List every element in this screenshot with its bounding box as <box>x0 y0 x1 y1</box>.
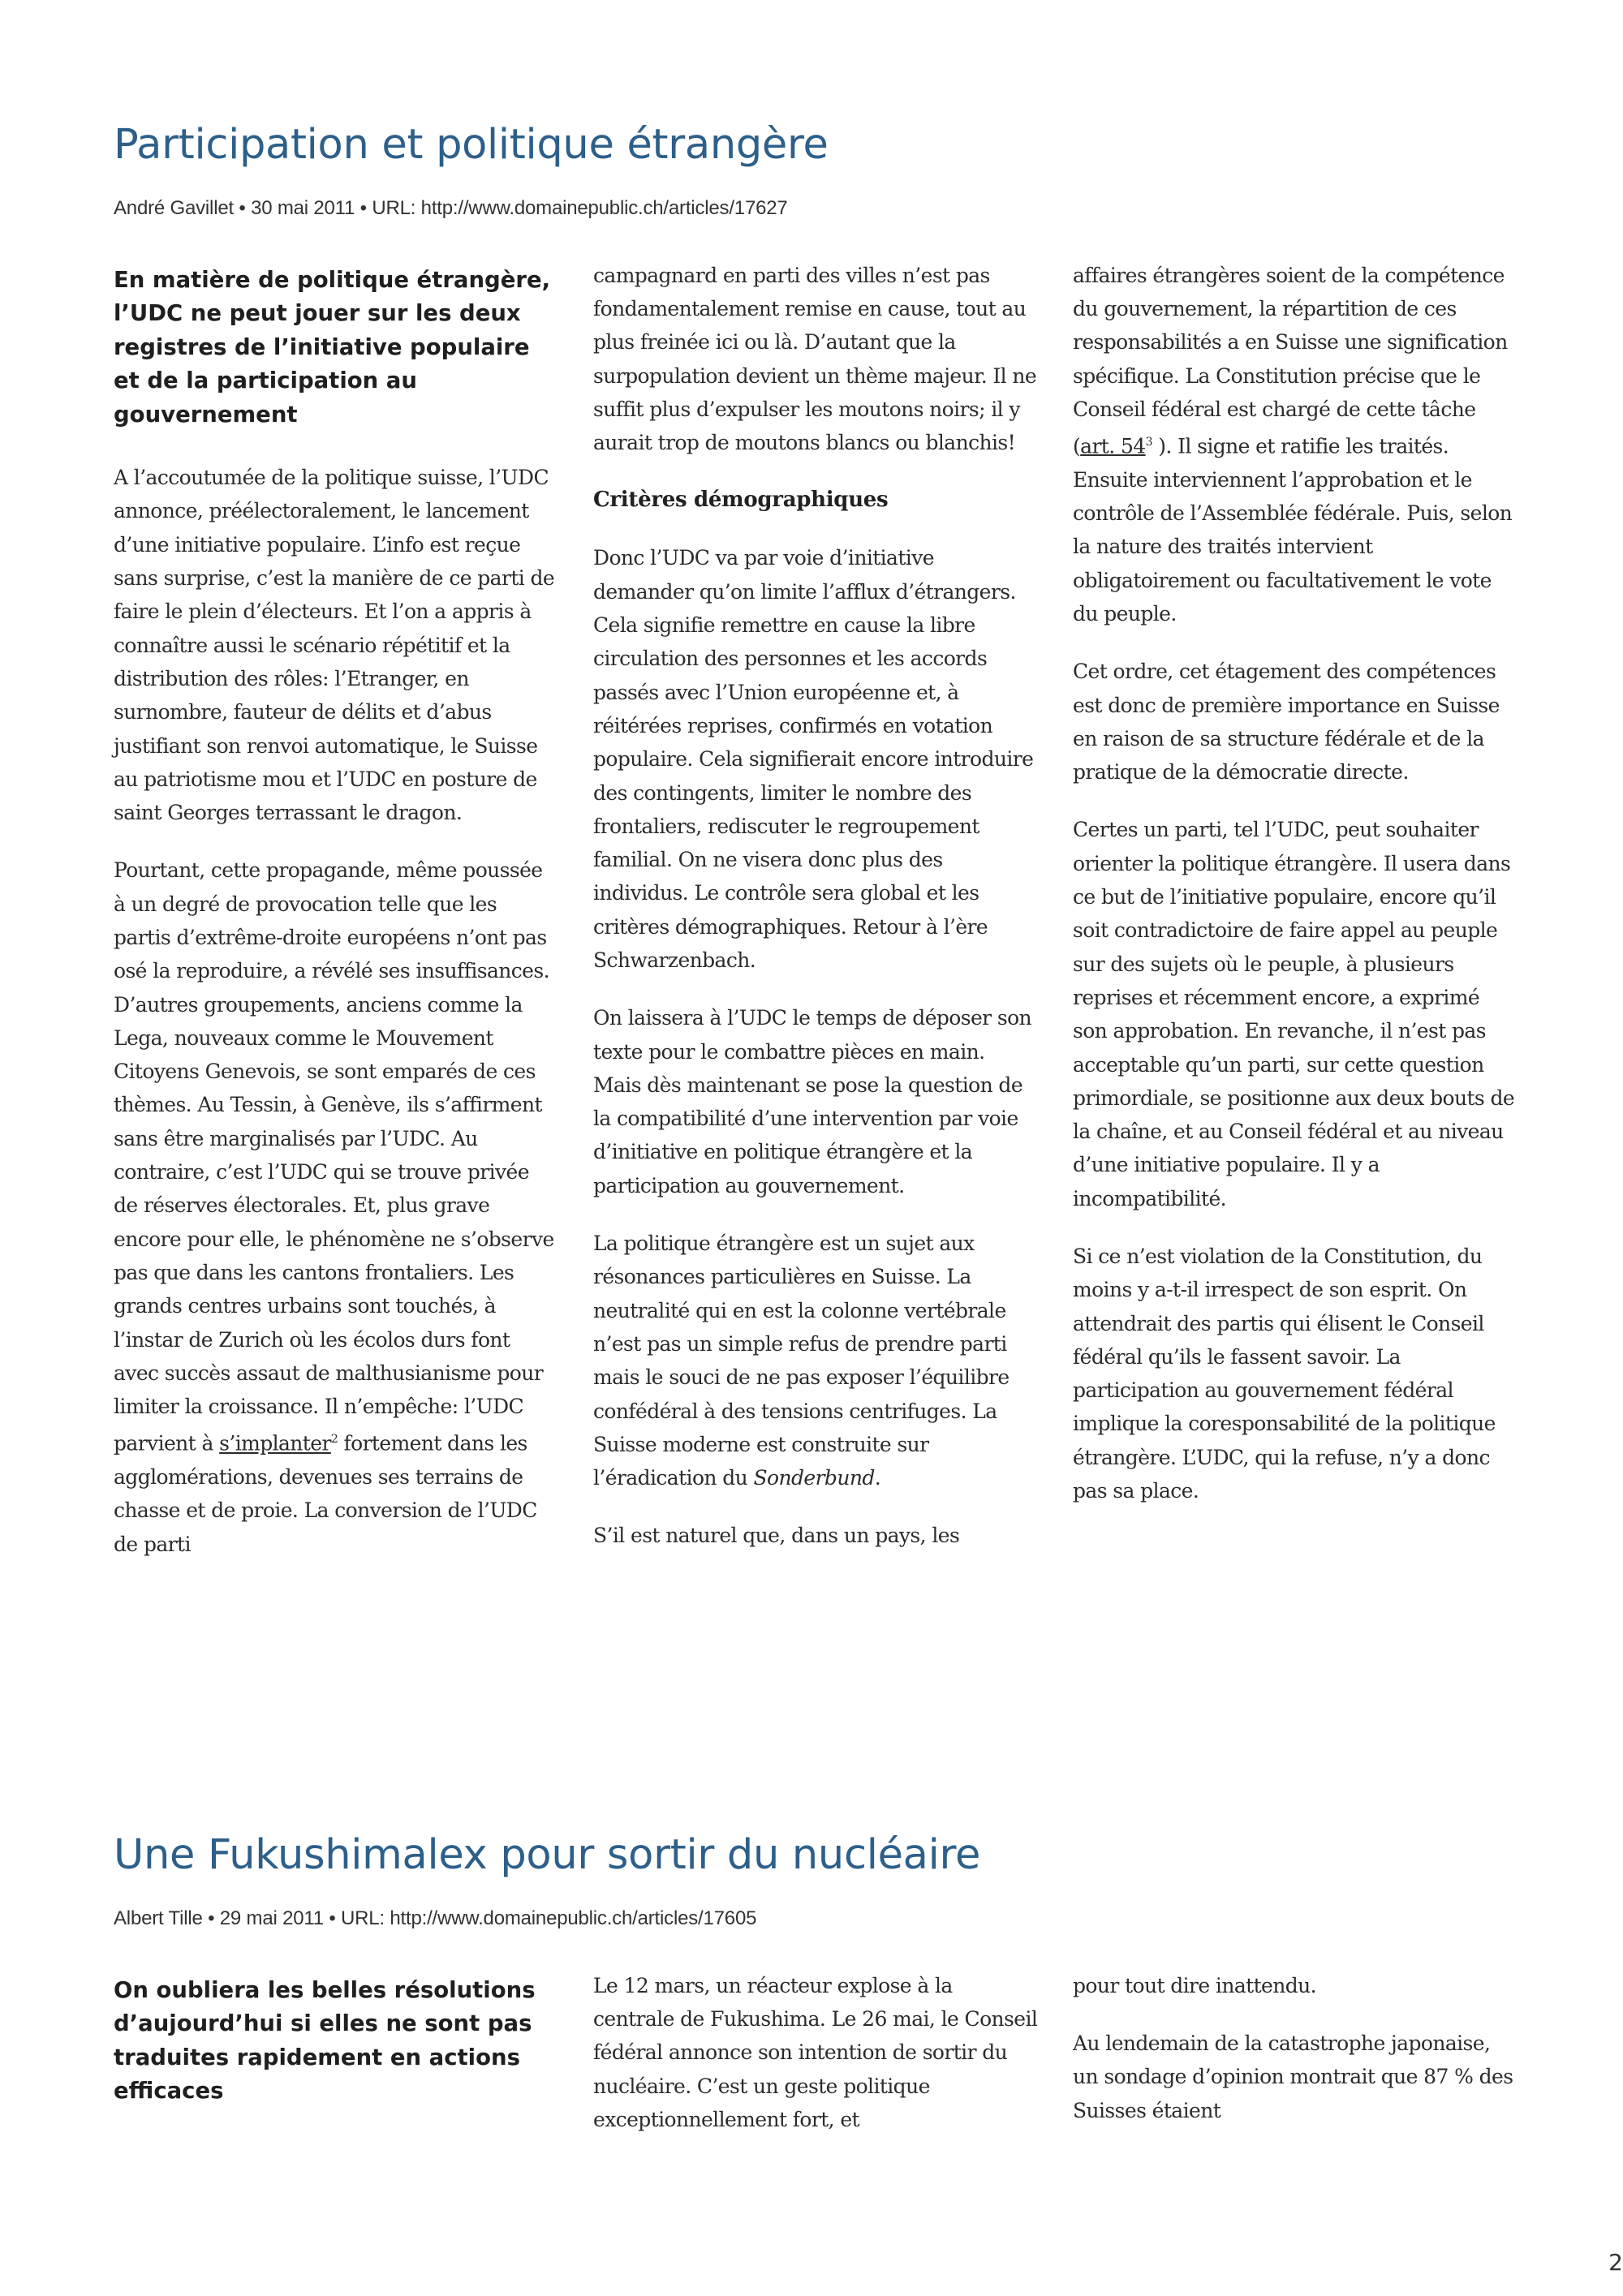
paragraph: Donc l’UDC va par voie d’initiative demander qu’on limite l’afflux d’étrangers. Cela signifie remettre en cause la libre circulation des personnes et les accords passés avec l’Union européenne et, à réitérées reprises, confirmés en votation populaire. Cela signifierait encore introduire des contingents, limiter le nombre des frontaliers, rediscuter le regroupement familial. On ne visera donc plus des individus. Le contrôle sera global et les critères démographiques. Retour à l’ère Schwarzenbach. <box>593 546 1034 972</box>
column-1 <box>114 1974 558 2109</box>
column-1 <box>114 264 558 1585</box>
footnote-ref[interactable]: 3 <box>1145 436 1152 449</box>
paragraph-text: Pourtant, cette propagande, même poussée à un degré de provocation telle que les partis d’extrême-droite européens n’ont pas osé la reproduire, a révélé ses insuffisances. D’autres groupements, anciens comme la Lega, nouveaux comme le Mouvement Citoyens Genevois, se sont emparés de ces thèmes. Au Tessin, à Genève, ils s’affirment sans être marginalisés par l’UDC. Au contraire, c’est l’UDC qui se trouve privée de réserves électorales. Et, plus grave encore pour elle, le phénomène ne s’observe pas que dans les cantons frontaliers. Les grands centres urbains sont touchés, à l’instar de Zurich où les écolos durs font avec succès assaut de malthusianisme pour limiter la croissance. Il n’empêche: l’UDC parvient à <box>114 858 554 1455</box>
art-54-link[interactable]: art. 54 <box>1080 434 1146 458</box>
article-lead: En matière de politique étrangère, l’UDC ne peut jouer sur les deux registres de l’initiative populaire et de la participation au gouvernement <box>114 266 551 428</box>
article-meta: André Gavillet • 30 mai 2011 • URL: http://www.domainepublic.ch/articles/17627 <box>114 196 788 219</box>
paragraph: Si ce n’est violation de la Constitution, du moins y a-t-il irrespect de son esprit. On attendrait des partis qui élisent le Conseil fédéral qu’ils le fassent savoir. La participation au gouvernement fédéral implique la coresponsabilité de la politique étrangère. L’UDC, qui la refuse, n’y a donc pas sa place. <box>1073 1244 1496 1503</box>
article-meta: Albert Tille • 29 mai 2011 • URL: http://www.domainepublic.ch/articles/17605 <box>114 1907 757 1929</box>
column-2 <box>593 264 1038 1577</box>
article-title: Une Fukushimalex pour sortir du nucléaire <box>114 1831 981 1879</box>
column-2 <box>593 1974 1038 2161</box>
paragraph: pour tout dire inattendu. <box>1073 1973 1316 1997</box>
implanter-link[interactable]: s’implanter <box>219 1431 331 1455</box>
subheading: Critères démographiques <box>593 488 889 513</box>
article-title: Participation et politique étrangère <box>114 121 829 169</box>
paragraph <box>593 1227 1038 1494</box>
page-number: 2 <box>1608 2249 1623 2276</box>
paragraph: Certes un parti, tel l’UDC, peut souhaiter orienter la politique étrangère. Il usera dans ce but de l’initiative populaire, encore qu’il soit contradictoire de faire appel au peuple sur des sujets où le peuple, à plusieurs reprises et récemment encore, a exprimé son approbation. En revanche, il n’est pas acceptable qu’un parti, sur cette question primordiale, se positionne aux deux bouts de la chaîne, et au Conseil fédéral et au niveau d’une initiative populaire. Il y a incompatibilité. <box>1073 818 1515 1210</box>
column-3 <box>1073 264 1518 1533</box>
article-fukushimalex <box>114 1831 1513 2131</box>
footnote-ref[interactable]: 2 <box>330 1433 338 1447</box>
paragraph: S’il est naturel que, dans un pays, les <box>593 1524 960 1548</box>
article-participation <box>114 121 1515 1556</box>
paragraph: campagnard en parti des villes n’est pas fondamentalement remise en cause, tout au plus freinée ici ou là. D’autant que la surpopulation devient un thème majeur. Il ne suffit plus d’expulser les moutons noirs; il y aurait trop de moutons blancs ou blanchis! <box>593 263 1037 455</box>
paragraph-text: fortement dans les agglomérations, devenues ses terrains de chasse et de proie. La conversion de l’UDC de parti <box>114 1431 537 1556</box>
column-3 <box>1073 1974 1518 2152</box>
paragraph <box>114 853 558 1561</box>
paragraph-text: ). Il signe et ratifie les traités. Ensuite interviennent l’approbation et le contrôle de l’Assemblée fédérale. Puis, selon la nature des traités intervient obligatoirement ou facultativement le vote du peuple. <box>1073 434 1513 626</box>
paragraph-text: affaires étrangères soient de la compétence du gouvernement, la répartition de ces responsabilités a en Suisse une signification spécifique. La Constitution précise que le Conseil fédéral est chargé de cette tâche ( <box>1073 263 1508 458</box>
paragraph-text: La politique étrangère est un sujet aux résonances particulières en Suisse. La neutralité qui en est la colonne vertébrale n’est pas un simple refus de prendre parti mais le souci de ne pas exposer l’équilibre confédéral à des tensions centrifuges. La Suisse moderne est construite sur l’éradication du <box>593 1232 1010 1490</box>
paragraph-text: . <box>874 1466 881 1490</box>
paragraph: A l’accoutumée de la politique suisse, l’UDC annonce, préélectoralement, le lancement d’une initiative populaire. L’info est reçue sans surprise, c’est la manière de ce parti de faire le plein d’électeurs. Et l’on a appris à connaître aussi le scénario répétitif et la distribution des rôles: l’Etranger, en surnombre, fauteur de délits et d’abus justifiant son renvoi automatique, le Suisse au patriotisme mou et l’UDC en posture de saint Georges terrassant le dragon. <box>114 466 555 825</box>
paragraph <box>1073 259 1518 631</box>
emphasis-sonderbund: Sonderbund <box>753 1466 875 1490</box>
paragraph: Cet ordre, cet étagement des compétences est donc de première importance en Suisse en raison de sa structure fédérale et de la pratique de la démocratie directe. <box>1073 660 1500 785</box>
article-lead: On oubliera les belles résolutions d’aujourd’hui si elles ne sont pas traduites rapidement en actions efficaces <box>114 1976 536 2105</box>
paragraph: On laissera à l’UDC le temps de déposer son texte pour le combattre pièces en main. Mais dès maintenant se pose la question de la compatibilité d’une intervention par voie d’initiative en politique étrangère et la participation au gouvernement. <box>593 1006 1032 1197</box>
paragraph: Au lendemain de la catastrophe japonaise, un sondage d’opinion montrait que 87 % des Suisses étaient <box>1073 2031 1513 2122</box>
paragraph: Le 12 mars, un réacteur explose à la centrale de Fukushima. Le 26 mai, le Conseil fédéral annonce son intention de sortir du nucléaire. C’est un geste politique exceptionnellement fort, et <box>593 1973 1038 2131</box>
